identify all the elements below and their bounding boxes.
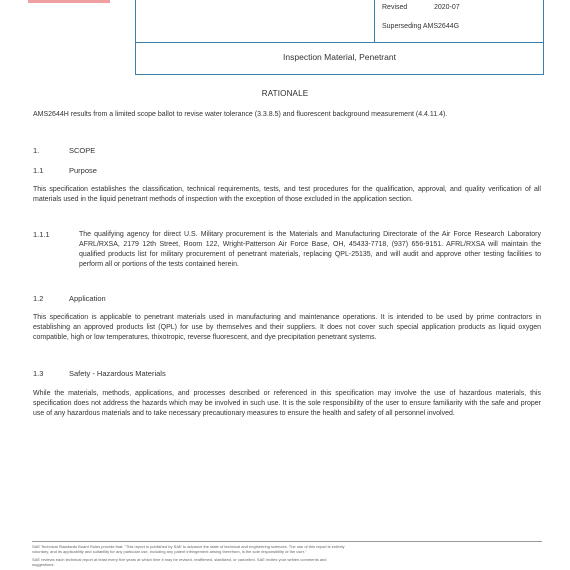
section-number: 1.2 [33, 294, 44, 303]
section-application-heading [33, 294, 106, 303]
revised-label: Revised [382, 4, 408, 11]
header-divider [374, 0, 375, 42]
footer-line-2: voluntary, and its applicability and suitability for any particular use, including any patent infringement arising therefrom, is the sole responsibility of the user." [32, 549, 307, 554]
footer-rule [32, 541, 542, 542]
footer-line-4: suggestions. [32, 562, 55, 567]
purpose-text: This specification establishes the classification, technical requirements, tests, and test procedures for the qualification, approval, and quality verification of all materials used in the liquid penetrant methods of inspection with the exception of those excluded in the application section. [33, 186, 541, 203]
section-title: SCOPE [69, 146, 96, 155]
rationale-text: AMS2644H results from a limited scope ballot to revise water tolerance (3.3.8.5) and fluorescent background measurement (4.4.11.4). [33, 111, 448, 118]
revised-value: 2020-07 [434, 4, 460, 11]
footer-line-3: SAE reviews each technical report at least every five years at which time it may be revised, reaffirmed, stabilized, or cancelled. SAE invites your written comments and [32, 557, 327, 562]
revised-row [382, 4, 460, 11]
logo-mark [28, 0, 110, 3]
subsection-1-1-1-text: The qualifying agency for direct U.S. Military procurement is the Materials and Manufacturing Directorate of the Air Force Research Laboratory AFRL/RXSA, 2179 12th Street, Room 122, Wright-Patterson Air Force Base, OH, 45433-7718, (937) 656-9151. AFRL/RXSA will maintain the qualified products list for military procurement of penetrant materials, replacing QPL-25135, and will audit and approve other testing facilities to perform all or portions of the tests contained herein. [79, 231, 541, 268]
section-number: 1. [33, 146, 40, 155]
document-header-box [135, 0, 544, 75]
safety-text: While the materials, methods, applications, and processes described or referenced in this specification may involve the use of hazardous materials, this specification does not address the hazards which may be involved in such use. It is the sole responsibility of the user to ensure familiarity with the safe and proper use of any hazardous materials and to take necessary precautionary measures to ensure the health and safety of all personnel involved. [33, 390, 541, 417]
section-title: Safety - Hazardous Materials [69, 369, 166, 378]
superseding-row [382, 23, 459, 30]
section-number: 1.1 [33, 166, 44, 175]
document-title: Inspection Material, Penetrant [283, 52, 396, 62]
header-metadata-area [136, 0, 543, 43]
section-safety-heading [33, 369, 166, 378]
section-scope-heading [33, 146, 95, 155]
application-text: This specification is applicable to penetrant materials used in manufacturing and maintenance operations. It is intended to be used by prime contractors in establishing an approved products list (QPL) for use by themselves and their suppliers. It does not cover such special application products as liquid oxygen compatible, high or low temperatures, thixotropic, reverse fluorescent, and dye precipitation penetrant systems. [33, 314, 541, 341]
section-title: Application [69, 294, 106, 303]
section-number: 1.3 [33, 369, 44, 378]
section-title: Purpose [69, 166, 97, 175]
rationale-heading: RATIONALE [261, 89, 309, 98]
subsection-1-1-1-number: 1.1.1 [33, 230, 50, 239]
superseding-label: Superseding AMS2644G [382, 23, 460, 30]
footer-line-1: SAE Technical Standards Board Rules provide that: "This report is published by SAE to advance the state of technical and engineering sciences. The use of this report is entirely [32, 544, 345, 549]
section-purpose-heading [33, 166, 97, 175]
